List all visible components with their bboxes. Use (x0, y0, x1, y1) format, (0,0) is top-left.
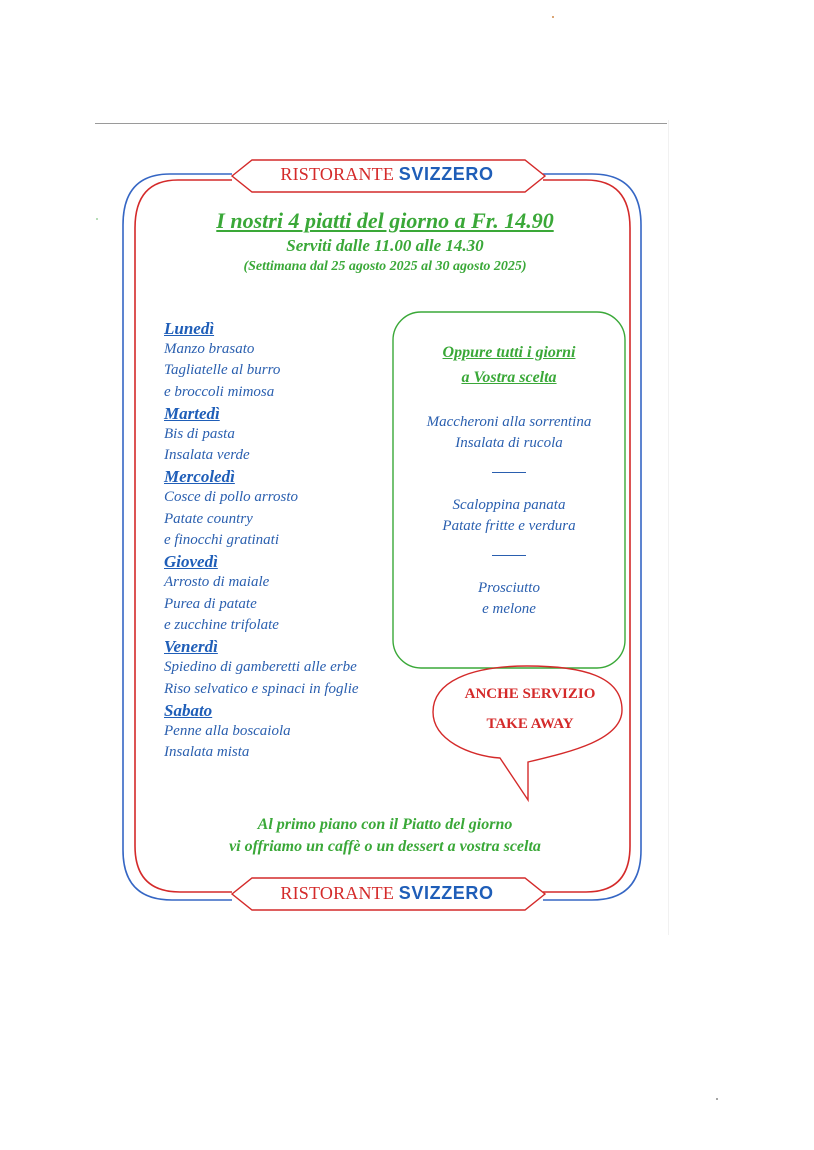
brand-prefix: RISTORANTE (280, 883, 395, 903)
offer-line2: vi offriamo un caffè o un dessert a vostra scelta (229, 838, 541, 855)
choice-title-line2: a Vostra scelta (461, 369, 557, 386)
brand-prefix: RISTORANTE (280, 164, 395, 184)
takeaway-line2: TAKE AWAY (486, 716, 574, 732)
choice-dish: Scaloppina panata (452, 497, 566, 513)
choice-title-line1: Oppure tutti i giorni (442, 344, 576, 361)
day-block-mercoledi (164, 466, 414, 551)
day-title: Mercoledì (164, 467, 235, 487)
day-block-sabato (164, 700, 414, 764)
choice-dish: Prosciutto (478, 580, 540, 596)
week-range: (Settimana dal 25 agosto 2025 al 30 agosto 2025) (243, 259, 527, 274)
day-block-giovedi (164, 551, 414, 636)
dish-item: Penne alla boscaiola (164, 722, 291, 739)
menu-title: I nostri 4 piatti del giorno a Fr. 14.90 (216, 208, 554, 233)
serving-hours: Serviti dalle 11.00 alle 14.30 (286, 236, 484, 255)
dish-item: Patate country (164, 510, 253, 527)
dish-item: e broccoli mimosa (164, 383, 275, 400)
choice-dish: e melone (482, 601, 536, 617)
day-title: Lunedì (164, 319, 215, 338)
dish-item: Riso selvatico e spinaci in foglie (164, 680, 359, 697)
day-block-martedi (164, 403, 414, 467)
brand-name: SVIZZERO (398, 883, 494, 903)
everyday-choices (393, 310, 625, 620)
day-block-lunedi (164, 318, 414, 403)
day-title: Sabato (164, 700, 213, 720)
dish-item: Bis di pasta (164, 425, 235, 442)
dish-item: Spiedino di gamberetti alle erbe (164, 659, 357, 676)
day-block-venerdi (164, 636, 414, 700)
dish-item: Insalata verde (164, 447, 250, 464)
dish-item: Manzo brasato (164, 341, 255, 357)
day-title: Martedì (164, 403, 220, 423)
dish-item: Insalata mista (164, 744, 250, 761)
dish-item: Tagliatelle al burro (164, 362, 281, 379)
choice-dish: Insalata di rucola (455, 435, 563, 451)
offer-line1: Al primo piano con il Piatto del giorno (257, 816, 513, 833)
day-title: Venerdì (164, 637, 218, 657)
choice-dish: Patate fritte e verdura (442, 518, 576, 534)
bottom-brand (232, 883, 542, 904)
dish-item: Arrosto di maiale (164, 574, 270, 591)
dish-item: e zucchine trifolate (164, 616, 279, 633)
dish-item: Cosce di pollo arrosto (164, 489, 299, 506)
takeaway-line1: ANCHE SERVIZIO (464, 686, 596, 702)
top-brand (232, 164, 542, 185)
dish-item: e finocchi gratinati (164, 532, 279, 549)
choice-dish: Maccheroni alla sorrentina (426, 414, 592, 430)
dish-item: Purea di patate (164, 595, 257, 612)
day-title: Giovedì (164, 552, 218, 572)
brand-name: SVIZZERO (398, 164, 494, 184)
daily-menu (164, 318, 414, 763)
